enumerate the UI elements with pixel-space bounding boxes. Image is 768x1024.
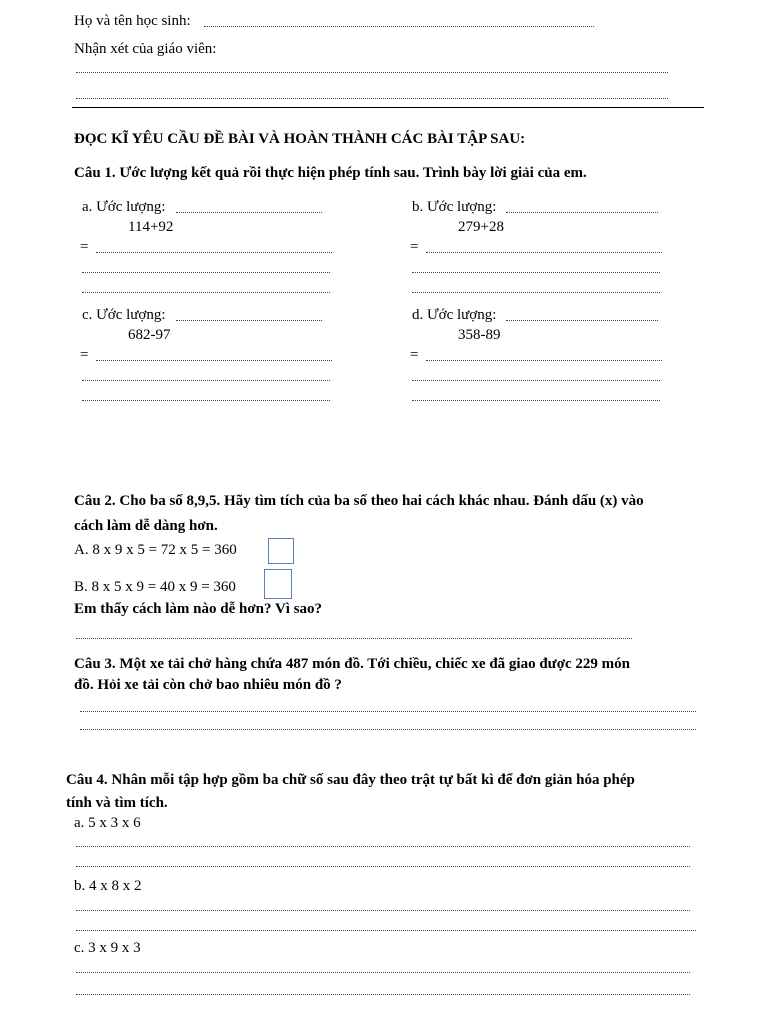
student-name-label: Họ và tên học sinh: [74, 13, 191, 29]
header-divider [72, 107, 704, 108]
q1-item-c-answer-line-2[interactable] [82, 380, 330, 381]
q1-item-a-label: a. Ước lượng: [82, 199, 166, 215]
q1-item-b-label: b. Ước lượng: [412, 199, 497, 215]
q1-item-a-answer-line-2[interactable] [82, 272, 330, 273]
q1-title: Câu 1. Ước lượng kết quả rồi thực hiện phép tính sau. Trình bày lời giải của em. [74, 165, 587, 181]
teacher-comment-label: Nhận xét của giáo viên: [74, 41, 217, 57]
q1-item-b-equals: = [410, 239, 419, 255]
q3-answer-line-1[interactable] [80, 711, 696, 712]
q4-item-c: c. 3 x 9 x 3 [74, 940, 141, 956]
q1-item-a-expression: 114+92 [128, 219, 174, 235]
q2-title-line-1: Câu 2. Cho ba số 8,9,5. Hãy tìm tích của ba số theo hai cách khác nhau. Đánh dấu (x) vào [74, 493, 644, 509]
q1-item-c-equals: = [80, 347, 89, 363]
q1-item-b-estimate-field[interactable] [506, 212, 658, 213]
q1-item-c-answer-line-1[interactable] [96, 360, 332, 361]
q1-item-b-answer-line-2[interactable] [412, 272, 660, 273]
q4-item-b-answer-line-2[interactable] [76, 930, 696, 931]
q1-item-d-answer-line-2[interactable] [412, 380, 660, 381]
q1-item-c-expression: 682-97 [128, 327, 171, 343]
q2-followup-question: Em thấy cách làm nào dễ hơn? Vì sao? [74, 601, 323, 617]
q1-item-c-answer-line-3[interactable] [82, 400, 330, 401]
q3-line-1: Câu 3. Một xe tải chở hàng chứa 487 món đồ. Tới chiều, chiếc xe đã giao được 229 món [74, 656, 630, 672]
q2-title-line-2: cách làm dễ dàng hơn. [74, 518, 218, 534]
q1-item-b-expression: 279+28 [458, 219, 504, 235]
q4-item-a: a. 5 x 3 x 6 [74, 815, 141, 831]
q1-item-c-estimate-field[interactable] [176, 320, 322, 321]
teacher-comment-line-1[interactable] [76, 72, 668, 73]
q1-item-b-answer-line-3[interactable] [412, 292, 660, 293]
q4-item-b-answer-line-1[interactable] [76, 910, 690, 911]
teacher-comment-line-2[interactable] [76, 98, 668, 99]
q4-item-a-answer-line-1[interactable] [76, 846, 690, 847]
q2-answer-line[interactable] [76, 638, 632, 639]
q1-item-a-answer-line-3[interactable] [82, 292, 330, 293]
q3-answer-line-2[interactable] [80, 729, 696, 730]
q1-item-d-expression: 358-89 [458, 327, 501, 343]
q1-item-a-estimate-field[interactable] [176, 212, 322, 213]
q1-item-b-answer-line-1[interactable] [426, 252, 662, 253]
q4-item-c-answer-line-2[interactable] [76, 994, 690, 995]
q1-item-d-answer-line-1[interactable] [426, 360, 662, 361]
q4-item-a-answer-line-2[interactable] [76, 866, 690, 867]
q4-line-2: tính và tìm tích. [66, 795, 168, 811]
q2-option-a: A. 8 x 9 x 5 = 72 x 5 = 360 [74, 542, 237, 558]
q4-item-b: b. 4 x 8 x 2 [74, 878, 142, 894]
q2-option-b: B. 8 x 5 x 9 = 40 x 9 = 360 [74, 579, 236, 595]
q3-line-2: đồ. Hỏi xe tải còn chở bao nhiêu món đồ ? [74, 677, 342, 693]
instruction-heading: ĐỌC KĨ YÊU CẦU ĐỀ BÀI VÀ HOÀN THÀNH CÁC BÀI TẬP SAU: [74, 131, 526, 147]
q1-item-a-answer-line-1[interactable] [96, 252, 332, 253]
q2-option-a-checkbox[interactable] [268, 538, 294, 564]
q1-item-d-label: d. Ước lượng: [412, 307, 497, 323]
q2-option-b-checkbox[interactable] [264, 569, 292, 599]
q1-item-d-equals: = [410, 347, 419, 363]
student-name-field[interactable] [204, 26, 594, 27]
q1-item-c-label: c. Ước lượng: [82, 307, 166, 323]
q1-item-d-estimate-field[interactable] [506, 320, 658, 321]
q1-item-d-answer-line-3[interactable] [412, 400, 660, 401]
q4-item-c-answer-line-1[interactable] [76, 972, 690, 973]
q4-line-1: Câu 4. Nhân mỗi tập hợp gồm ba chữ số sau đây theo trật tự bất kì để đơn giản hóa phép [66, 772, 635, 788]
q1-item-a-equals: = [80, 239, 89, 255]
